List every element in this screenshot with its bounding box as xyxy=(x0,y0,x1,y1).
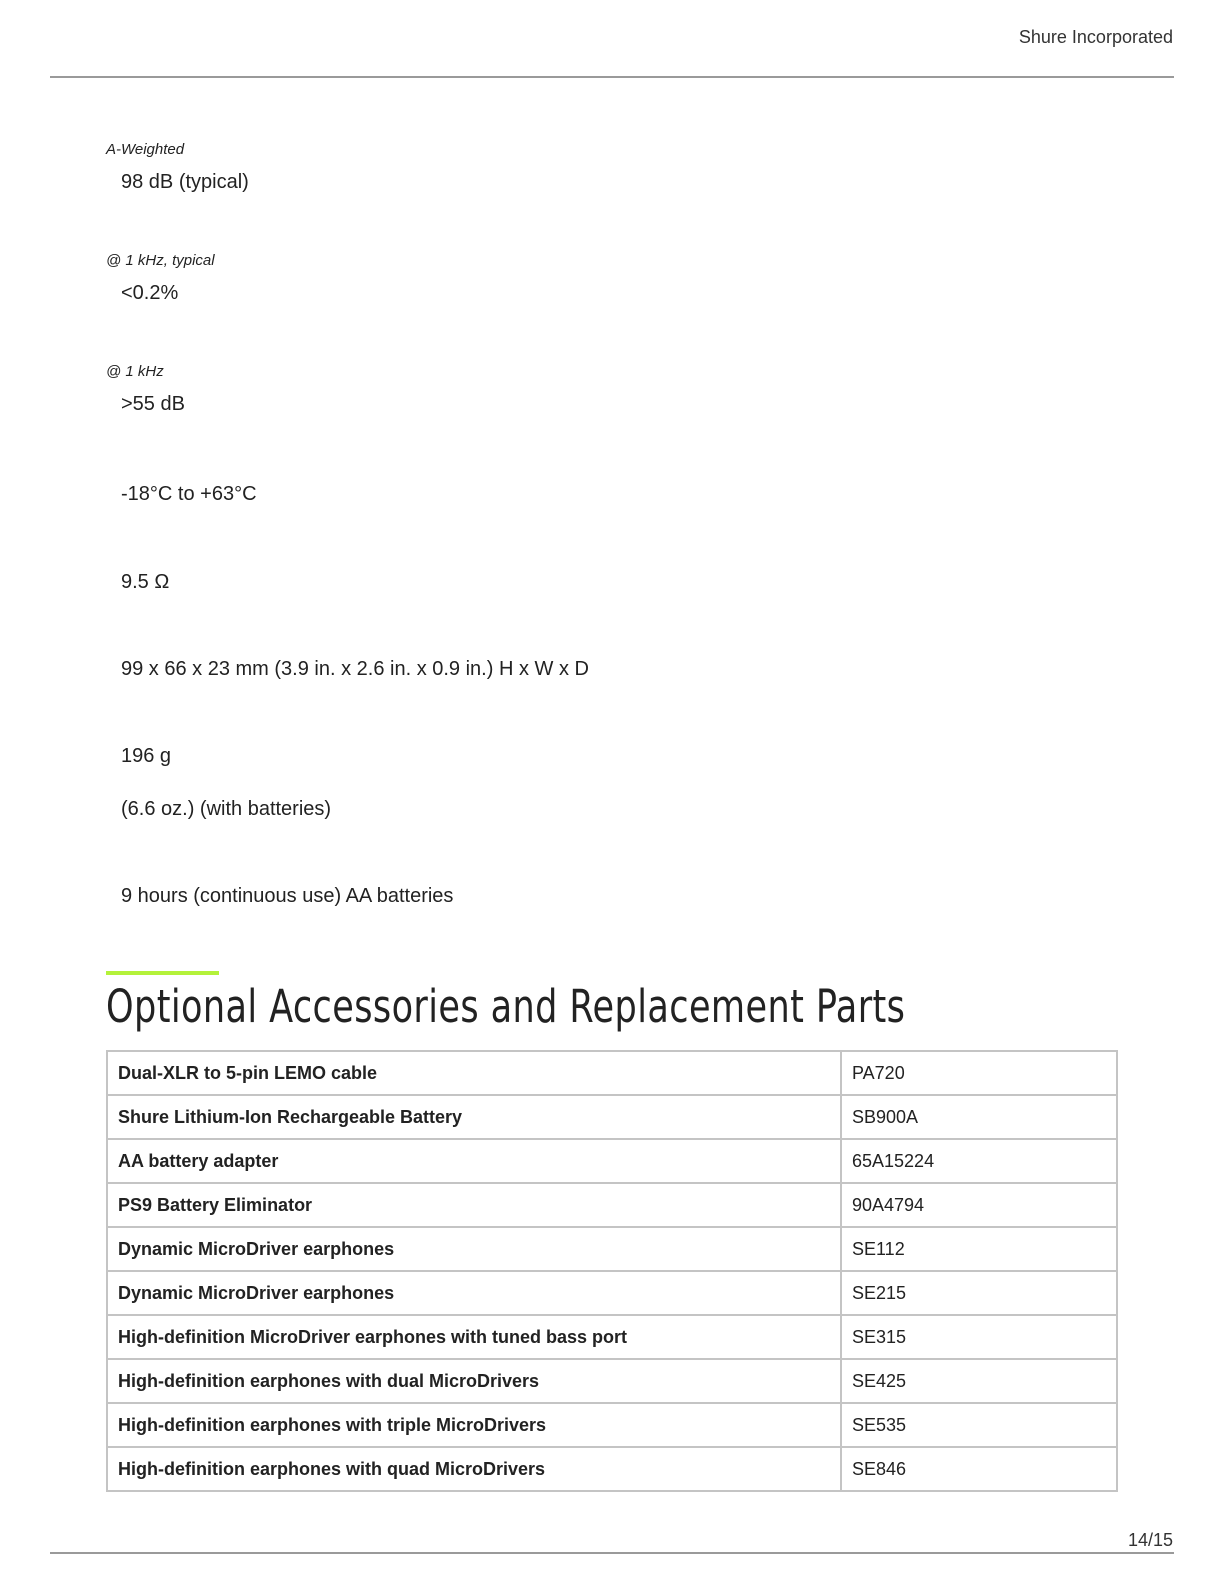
part-number: SE215 xyxy=(841,1271,1117,1315)
part-name: High-definition MicroDriver earphones with tuned bass port xyxy=(107,1315,841,1359)
table-row xyxy=(107,1183,1117,1227)
part-name: High-definition earphones with dual MicroDrivers xyxy=(107,1359,841,1403)
part-name: High-definition earphones with triple MicroDrivers xyxy=(107,1403,841,1447)
spec-value: 9.5 Ω xyxy=(121,571,170,593)
section-title: Optional Accessories and Replacement Parts xyxy=(106,980,906,1033)
part-number: SE112 xyxy=(841,1227,1117,1271)
spec-note: @ 1 kHz, typical xyxy=(106,252,215,269)
spec-value: >55 dB xyxy=(121,393,185,415)
part-name: PS9 Battery Eliminator xyxy=(107,1183,841,1227)
part-number: SE315 xyxy=(841,1315,1117,1359)
part-number: PA720 xyxy=(841,1051,1117,1095)
part-name: Dynamic MicroDriver earphones xyxy=(107,1227,841,1271)
table-row xyxy=(107,1271,1117,1315)
table-row xyxy=(107,1447,1117,1491)
spec-value: -18°C to +63°C xyxy=(121,483,257,505)
spec-note: A-Weighted xyxy=(106,141,185,158)
part-name: High-definition earphones with quad MicroDrivers xyxy=(107,1447,841,1491)
part-number: SE535 xyxy=(841,1403,1117,1447)
accessories-table xyxy=(106,1050,1118,1492)
table-row xyxy=(107,1315,1117,1359)
spec-value: <0.2% xyxy=(121,282,179,304)
table-row xyxy=(107,1359,1117,1403)
footer-divider xyxy=(50,1552,1174,1554)
part-name: AA battery adapter xyxy=(107,1139,841,1183)
spec-value: 196 g xyxy=(121,745,172,767)
spec-value: (6.6 oz.) (with batteries) xyxy=(121,798,332,820)
spec-value: 98 dB (typical) xyxy=(121,171,249,193)
table-row xyxy=(107,1403,1117,1447)
header-divider xyxy=(50,76,1174,78)
part-number: 90A4794 xyxy=(841,1183,1117,1227)
part-name: Dynamic MicroDriver earphones xyxy=(107,1271,841,1315)
part-number: SE846 xyxy=(841,1447,1117,1491)
spec-note: @ 1 kHz xyxy=(106,363,164,380)
table-row xyxy=(107,1095,1117,1139)
header-company-name: Shure Incorporated xyxy=(1018,27,1173,47)
spec-value: 99 x 66 x 23 mm (3.9 in. x 2.6 in. x 0.9 in.) H x W x D xyxy=(121,658,589,680)
table-row xyxy=(107,1051,1117,1095)
page-number: 14/15 xyxy=(1127,1530,1173,1550)
part-name: Dual-XLR to 5-pin LEMO cable xyxy=(107,1051,841,1095)
table-row xyxy=(107,1227,1117,1271)
table-row xyxy=(107,1139,1117,1183)
part-number: SE425 xyxy=(841,1359,1117,1403)
section-accent-bar xyxy=(106,971,219,975)
part-name: Shure Lithium-Ion Rechargeable Battery xyxy=(107,1095,841,1139)
spec-value: 9 hours (continuous use) AA batteries xyxy=(121,885,454,907)
part-number: SB900A xyxy=(841,1095,1117,1139)
part-number: 65A15224 xyxy=(841,1139,1117,1183)
